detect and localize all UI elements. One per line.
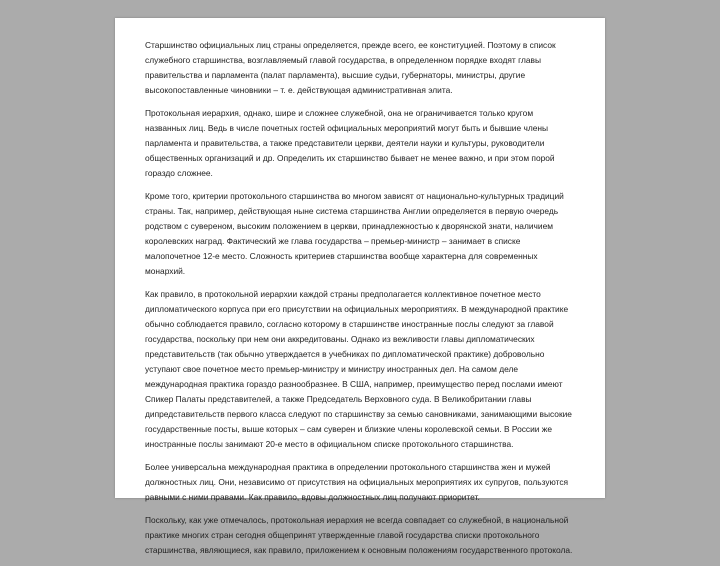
paragraph: Старшинство официальных лиц страны определяется, прежде всего, ее конституцией. Поэтому в список служебного старшинства, возглавляемый главой государства, в определенном порядке входят главы правительства и парламента (палат парламента), высшие судьи, губернаторы, министры, другие высокопоставленные чиновники – т. е. действующая административная элита. — [145, 40, 556, 95]
page-content — [145, 38, 576, 566]
document-page[interactable] — [115, 18, 605, 555]
paragraph: Как правило, в протокольной иерархии каждой страны предполагается коллективное почетное место дипломатического корпуса при его присутствии на официальных мероприятиях. В международной практике обычно соблюдается правило, согласно которому в старшинстве иностранные послы следуют за главой государства, поскольку при нем они аккредитованы. Однако из вежливости главы дипломатических представительств (так обычно утверждается в учебниках по дипломатической практике) добровольно уступают свое почетное место премьер-министру и министру иностранных дел. На самом деле международная практика гораздо разнообразнее. В США, например, преимущество перед послами имеют Спикер Палаты представителей, а также Председатель Верховного суда. В Великобритании главы дипредставительств первого класса следуют по старшинству за семью сановниками, занимающими высокие государственные посты, выше которых – сам суверен и близкие члены королевской семьи. В России же иностранные послы занимают 20-е место в официальном списке протокольного старшинства. — [145, 289, 572, 449]
paragraph: Более универсальна международная практика в определении протокольного старшинства жен и мужей должностных лиц. Они, независимо от присутствия на официальных мероприятиях их супругов, пользуются равными с ними правами. Как правило, вдовы должностных лиц получают приоритет. — [145, 462, 569, 502]
paragraph: Протокольная иерархия, однако, шире и сложнее служебной, она не ограничивается только кругом названных лиц. Ведь в числе почетных гостей официальных мероприятий могут быть и бывшие члены парламента и правительства, а также представители церкви, деятели науки и культуры, руководители общественных организаций и др. Определить их старшинство бывает не менее важно, и при этом порой гораздо сложнее. — [145, 108, 555, 178]
paragraph: Поскольку, как уже отмечалось, протокольная иерархия не всегда совпадает со служебной, в национальной практике многих стран сегодня общепринят утвержденные главой государства списки протокольного старшинства, являющиеся, как правило, приложением к основным положениям государственного протокола. — [145, 515, 573, 555]
paragraph: Кроме того, критерии протокольного старшинства во многом зависят от национально-культурных традиций страны. Так, например, действующая ныне система старшинства Англии определяется в первую очередь родством с сувереном, высоким положением в церкви, принадлежностью к дворянской знати, наличием королевских наград. Фактический же глава государства – премьер-министр – занимает в списке малопочетное 12-е место. Сложность критериев старшинства вообще характерна для современных монархий. — [145, 191, 564, 276]
